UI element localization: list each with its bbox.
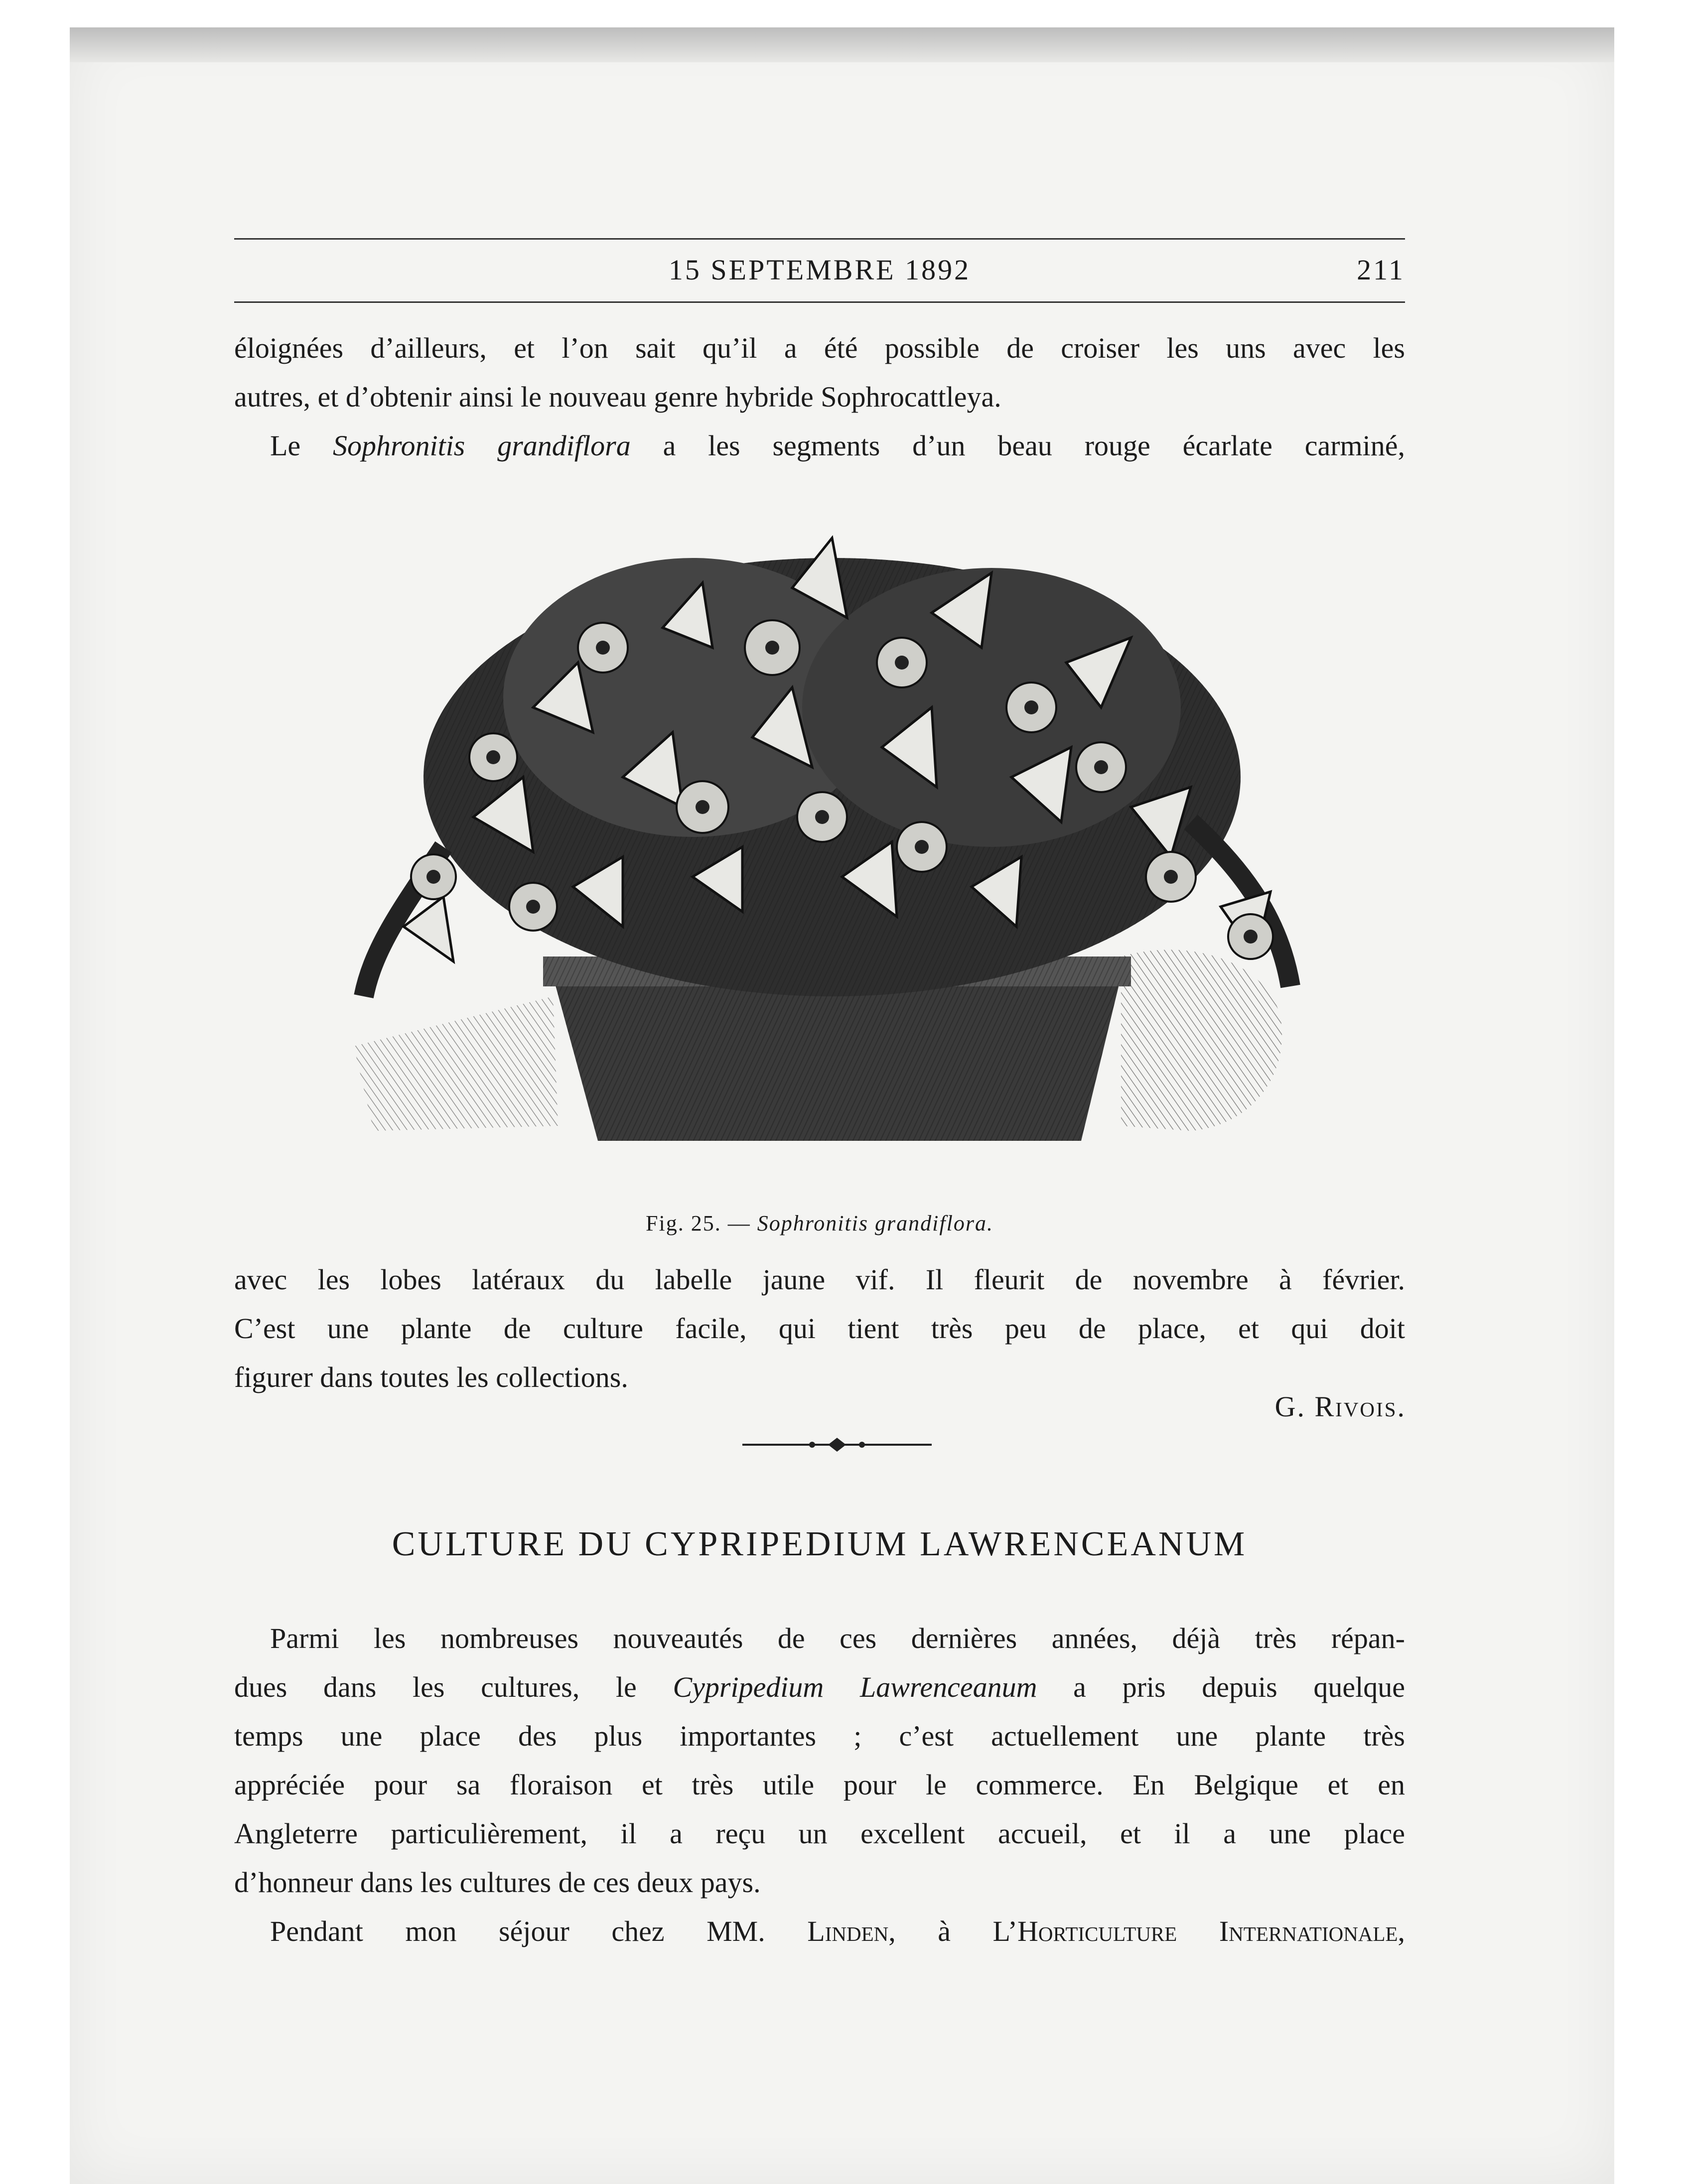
section-divider-ornament: [737, 1435, 937, 1455]
section-line-5: Angleterre particulièrement, il a reçu un excellent accueil, et il a une place: [234, 1817, 1405, 1850]
header-top-rule: [234, 238, 1405, 240]
intro-line-2: autres, et d’obtenir ainsi le nouveau genre hybride Sophrocattleya.: [234, 381, 1001, 413]
section-body: [234, 1614, 1405, 1956]
continuation-line-3: figurer dans toutes les collections.: [234, 1361, 628, 1393]
figure-caption: Fig. 25. — Sophronitis grandiflora.: [646, 1211, 993, 1235]
section-line-4: appréciée pour sa floraison et très utile pour le commerce. En Belgique et en: [234, 1769, 1405, 1801]
section-line-2: dues dans les cultures, le Cypripedium Lawrenceanum a pris depuis quelque: [234, 1671, 1406, 1703]
section-line-6: d’honneur dans les cultures de ces deux pays.: [234, 1866, 761, 1899]
section-title: CULTURE DU CYPRIPEDIUM LAWRENCEANUM: [392, 1525, 1248, 1563]
species-name-cypripedium: Cypripedium Lawrenceanum: [673, 1671, 1037, 1703]
intro-line-3: Le Sophronitis grandiflora a les segments d’un beau rouge écarlate carminé,: [270, 429, 1406, 462]
section-line-1: Parmi les nombreuses nouveautés de ces dernières années, déjà très répan-: [270, 1622, 1405, 1654]
section-line-3: temps une place des plus importantes ; c’est actuellement une plante très: [234, 1720, 1405, 1752]
intro-paragraph: [234, 324, 1405, 470]
species-name: Sophronitis grandiflora: [333, 429, 631, 462]
running-header: [234, 249, 1405, 294]
figure-caption-species: Sophronitis grandiflora.: [757, 1211, 993, 1235]
header-bottom-rule: [234, 301, 1405, 303]
continuation-line-1: avec les lobes latéraux du labelle jaune vif. Il fleurit de novembre à février.: [234, 1263, 1405, 1296]
author-signature: G. Rivois.: [1274, 1390, 1406, 1423]
continuation-paragraph: [234, 1255, 1405, 1402]
page-number: 211: [1357, 254, 1405, 286]
sophronitis-engraving: [344, 498, 1320, 1196]
section-line-7: Pendant mon séjour chez MM. Linden, à L’Horticulture Internationale,: [270, 1915, 1406, 1947]
intro-line-1: éloignées d’ailleurs, et l’on sait qu’il a été possible de croiser les uns avec les: [234, 332, 1405, 364]
header-date: 15 SEPTEMBRE 1892: [668, 254, 971, 286]
page-top-band: [70, 27, 1614, 62]
continuation-line-2: C’est une plante de culture facile, qui tient très peu de place, et qui doit: [234, 1312, 1405, 1345]
